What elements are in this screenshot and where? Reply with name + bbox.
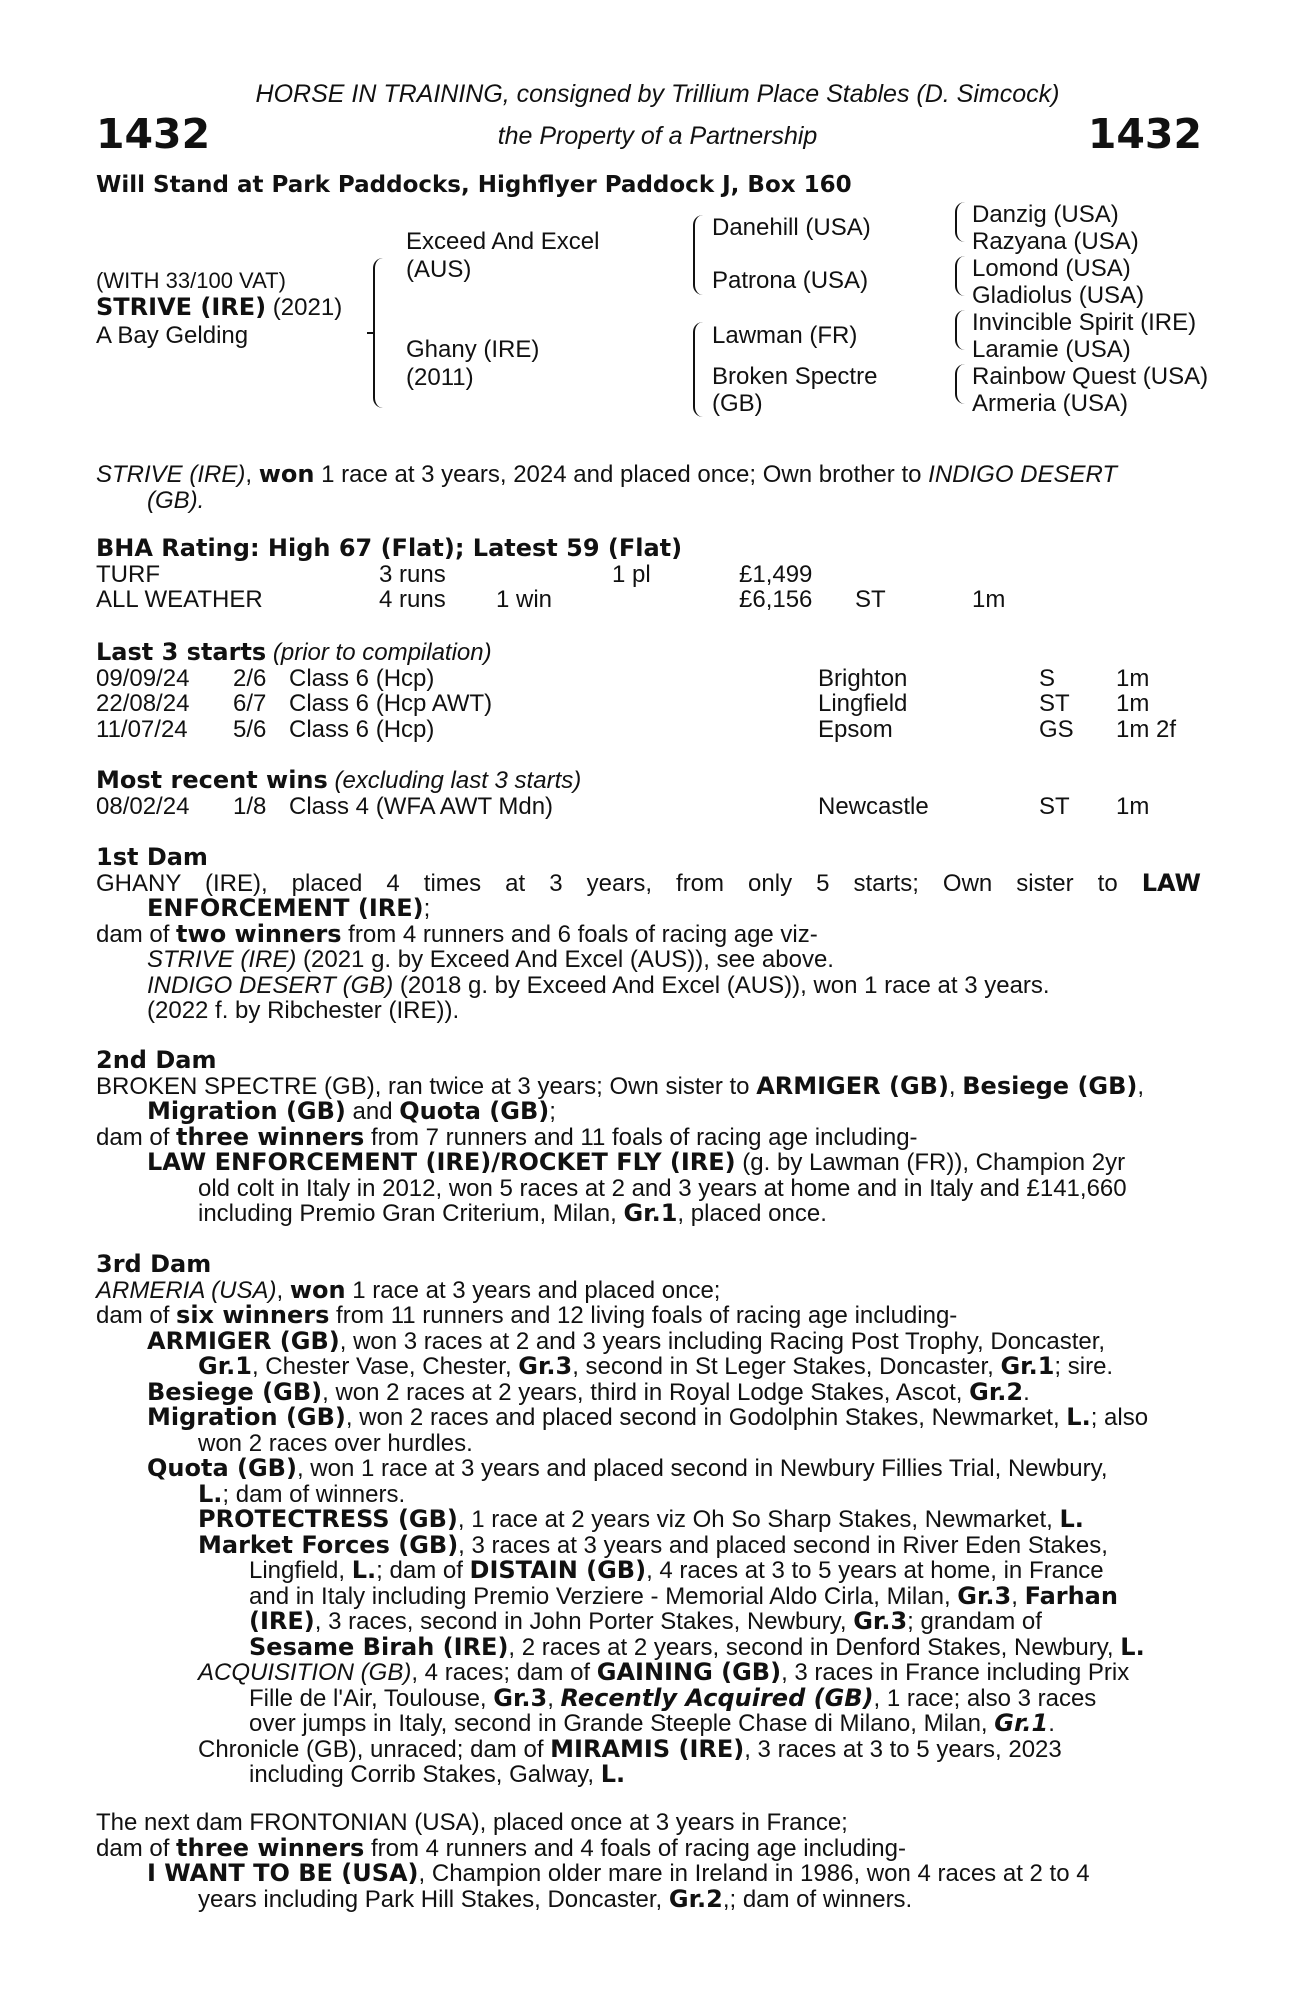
race-summary: STRIVE (IRE), won 1 race at 3 years, 2024 and placed once; Own brother to INDIGO DESERT (GB).	[96, 460, 1118, 514]
rating-row-turf: TURF 3 runs 1 pl £1,499	[96, 560, 813, 588]
last-starts-section	[96, 640, 1201, 742]
vat-note: (WITH 33/100 VAT)	[96, 268, 286, 293]
last-starts-title-line: Last 3 starts (prior to compilation)	[96, 638, 492, 666]
next-dam-section: The next dam FRONTONIAN (USA), placed once at 3 years in France; dam of three winners from 4 runners and 4 foals of racing age including- I WANT TO BE (USA), Champion older mare in Ireland in 1986, won 4 races at 2 to 4 years including Park Hill Stakes, Doncaster, Gr.2,; dam of winners.	[96, 1810, 1201, 1912]
produce-item: Migration (GB), won 2 races and placed second in Godolphin Stakes, Newmarket, L.; also	[147, 1403, 1149, 1431]
granddam-3: Lomond (USA)	[972, 255, 1131, 282]
produce-item: I WANT TO BE (USA), Champion older mare in Ireland in 1986, won 4 races at 2 to 4	[147, 1859, 1090, 1887]
horse-year: (2021)	[266, 294, 343, 321]
produce-item: ARMIGER (GB), won 3 races at 2 and 3 years including Racing Post Trophy, Doncaster,	[147, 1326, 1106, 1355]
rating-section	[96, 536, 1201, 613]
recent-wins-title-line: Most recent wins (excluding last 3 starts)	[96, 766, 582, 794]
rating-title: BHA Rating: High 67 (Flat); Latest 59 (Flat)	[96, 534, 683, 562]
produce-item: Quota (GB), won 1 race at 3 years and placed second in Newbury Fillies Trial, Newbury,	[147, 1454, 1108, 1482]
rating-row-aw: ALL WEATHER 4 runs 1 win £6,156 ST 1m	[96, 586, 1006, 613]
sire-sire: Danehill (USA)	[712, 214, 871, 241]
horse-name-line	[96, 295, 342, 321]
granddam-8: Armeria (USA)	[972, 390, 1129, 417]
horse-name: STRIVE (IRE)	[96, 293, 267, 321]
granddam-5: Invincible Spirit (IRE)	[972, 309, 1197, 336]
produce-item: PROTECTRESS (GB), 1 race at 2 years viz Oh So Sharp Stakes, Newmarket, L.	[198, 1505, 1084, 1533]
start-row: 09/09/24 2/6 Class 6 (Hcp) Brighton S 1m	[96, 664, 1150, 692]
pedigree-bracket-tick	[367, 332, 375, 334]
granddam-4: Gladiolus (USA)	[972, 282, 1145, 309]
produce-item: LAW ENFORCEMENT (IRE)/ROCKET FLY (IRE) (g. by Lawman (FR)), Champion 2yr	[147, 1148, 1126, 1176]
start-row: 22/08/24 6/7 Class 6 (Hcp AWT) Lingfield ST 1m	[96, 690, 1150, 717]
lot-number-left: 1432	[96, 110, 211, 158]
produce-item: STRIVE (IRE) (2021 g. by Exceed And Excel (AUS)), see above.	[147, 946, 834, 973]
dam-line2: (2011)	[406, 364, 474, 391]
g-bracket-2	[955, 256, 967, 296]
granddam-1: Danzig (USA)	[972, 201, 1119, 228]
lot-number-right: 1432	[1087, 110, 1202, 158]
produce-item: Chronicle (GB), unraced; dam of MIRAMIS (IRE), 3 races at 3 to 5 years, 2023	[198, 1734, 1062, 1763]
granddam-6: Laramie (USA)	[972, 336, 1131, 363]
third-dam-section: 3rd Dam ARMERIA (USA), won 1 race at 3 years and placed once; dam of six winners from 11 runners and 12 living foals of racing age including- ARMIGER (GB), won 3 races at 2 and 3 years including Racing Post Trophy, Doncaster, Gr.1, Chester Vase, Chester, Gr.3, second in St Leger Stakes, Doncaster, Gr.1; sire. Besiege (GB), won 2 races at 2 years, third in Royal Lodge Stakes, Ascot, Gr.2. Migration (GB), won 2 races and placed second in Godolphin Stakes, Newmarket, L.; also won 2 races over hurdles. Quota (GB), won 1 race at 3 years and placed second in Newbury Fillies Trial, Newbury, L.; dam of winners. PROTECTRESS (GB), 1 race at 2 years viz Oh So Sharp Stakes, Newmarket, L. Market Forces (GB), 3 races at 3 years and placed second in River Eden Stakes, Lingfield, L.; dam of DISTAIN (GB), 4 races at 3 to 5 years at home, in France and in Italy including Premio Verziere - Memorial Aldo Cirla, Milan, Gr.3, Farhan (IRE), 3 races, second in John Porter Stakes, Newbury, Gr.3; grandam of Sesame Birah (IRE), 2 races at 2 years, second in Denford Stakes, Newbury, L. ACQUISITION (GB), 4 races; dam of GAINING (GB), 3 races in France including Prix Fille de l'Air, Toulouse, Gr.3, Recently Acquired (GB), 1 race; also 3 races over jumps in Italy, second in Grande Steeple Chase di Milano, Milan, Gr.1. Chronicle (GB), unraced; dam of MIRAMIS (IRE), 3 races at 3 to 5 years, 2023 including Corrib Stakes, Galway, L.	[96, 1252, 1201, 1788]
second-dam-title: 2nd Dam	[96, 1046, 217, 1074]
granddam-7: Rainbow Quest (USA)	[972, 363, 1209, 390]
produce-item: Besiege (GB), won 2 races at 2 years, third in Royal Lodge Stakes, Ascot, Gr.2.	[147, 1377, 1030, 1406]
produce-item: Market Forces (GB), 3 races at 3 years and placed second in River Eden Stakes,	[198, 1530, 1108, 1559]
g-bracket-3	[955, 310, 967, 350]
horse-description: A Bay Gelding	[96, 322, 249, 349]
win-row: 08/02/24 1/8 Class 4 (WFA AWT Mdn) Newcastle ST 1m	[96, 792, 1150, 820]
dam-bracket	[693, 322, 705, 417]
recent-wins-section	[96, 768, 1201, 819]
g-bracket-1	[955, 202, 967, 242]
g-bracket-4	[955, 364, 967, 404]
third-dam-title: 3rd Dam	[96, 1250, 212, 1278]
dam-line1: Ghany (IRE)	[406, 336, 540, 363]
dam-dam-line1: Broken Spectre	[712, 363, 878, 390]
produce-item: (2022 f. by Ribchester (IRE)).	[147, 997, 460, 1024]
sire-line2: (AUS)	[406, 256, 472, 283]
produce-item: ACQUISITION (GB), 4 races; dam of GAINING (GB), 3 races in France including Prix	[198, 1658, 1130, 1686]
granddam-2: Razyana (USA)	[972, 228, 1139, 255]
first-dam-title: 1st Dam	[96, 843, 208, 871]
dam-sire: Lawman (FR)	[712, 322, 858, 349]
ownership-line: the Property of a Partnership	[497, 122, 818, 150]
dam-dam-line2: (GB)	[712, 390, 763, 417]
consignor-line: HORSE IN TRAINING, consigned by Trillium Place Stables (D. Simcock)	[255, 80, 1060, 108]
produce-item: INDIGO DESERT (GB) (2018 g. by Exceed And Excel (AUS)), won 1 race at 3 years.	[147, 971, 1050, 999]
second-dam-section: 2nd Dam BROKEN SPECTRE (GB), ran twice at 3 years; Own sister to ARMIGER (GB), Besiege (GB), Migration (GB) and Quota (GB); dam of three winners from 7 runners and 11 foals of racing age including- LAW ENFORCEMENT (IRE)/ROCKET FLY (IRE) (g. by Lawman (FR)), Champion 2yr old colt in Italy in 2012, won 5 races at 2 and 3 years at home and in Italy and £141,660 including Premio Gran Criterium, Milan, Gr.1, placed once.	[96, 1048, 1201, 1227]
sire-bracket	[693, 215, 705, 295]
sire-line1: Exceed And Excel	[406, 228, 600, 255]
first-dam-section: 1st Dam GHANY (IRE), placed 4 times at 3 years, from only 5 starts; Own sister to LAW ENFORCEMENT (IRE); dam of two winners from 4 runners and 6 foals of racing age viz- STRIVE (IRE) (2021 g. by Exceed And Excel (AUS)), see above. INDIGO DESERT (GB) (2018 g. by Exceed And Excel (AUS)), won 1 race at 3 years. (2022 f. by Ribchester (IRE)).	[96, 843, 1201, 1024]
sire-dam: Patrona (USA)	[712, 267, 869, 294]
start-row: 11/07/24 5/6 Class 6 (Hcp) Epsom GS 1m 2f	[96, 715, 1177, 743]
location-line: Will Stand at Park Paddocks, Highflyer Paddock J, Box 160	[96, 172, 852, 198]
